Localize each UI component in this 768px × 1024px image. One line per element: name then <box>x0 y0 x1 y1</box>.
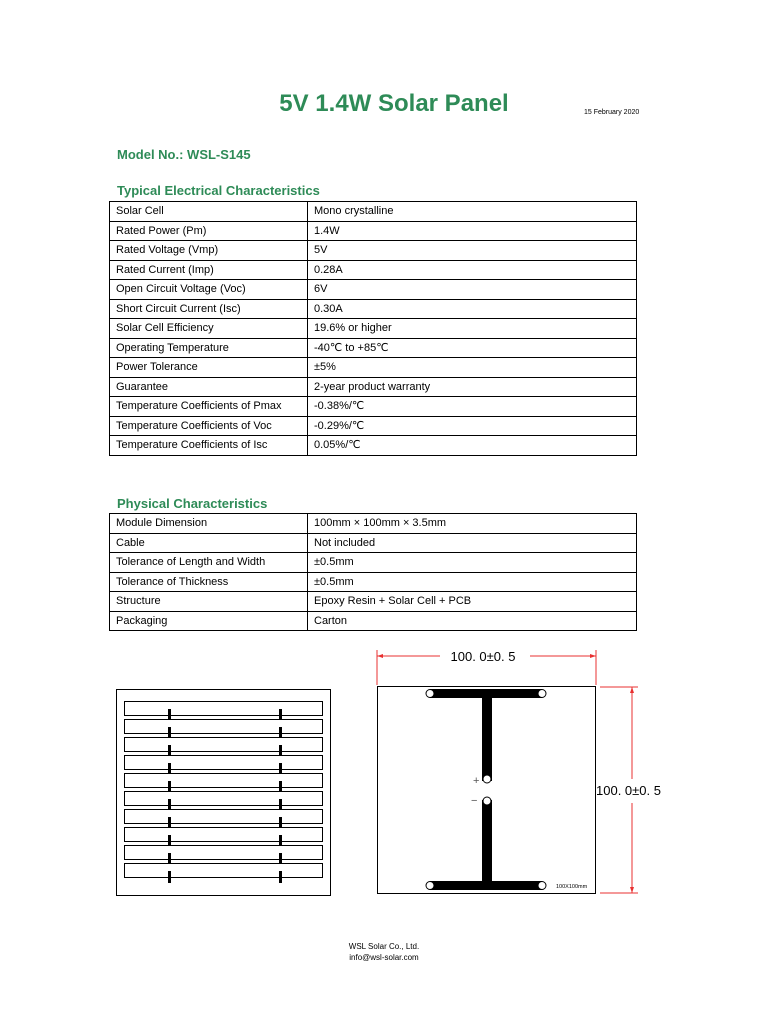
physical-key: Structure <box>110 592 308 612</box>
physical-row <box>110 611 637 631</box>
electrical-key: Open Circuit Voltage (Voc) <box>110 280 308 300</box>
electrical-key: Rated Current (Imp) <box>110 260 308 280</box>
bottom-vertical-trace <box>482 800 492 886</box>
electrical-key: Guarantee <box>110 377 308 397</box>
electrical-row <box>110 260 637 280</box>
electrical-key: Power Tolerance <box>110 358 308 378</box>
pad-positive <box>483 775 491 783</box>
electrical-row <box>110 358 637 378</box>
electrical-key: Temperature Coefficients of Isc <box>110 436 308 456</box>
pad-negative <box>483 797 491 805</box>
electrical-row <box>110 416 637 436</box>
physical-value: Epoxy Resin + Solar Cell + PCB <box>308 592 637 612</box>
cell-strip <box>125 846 323 860</box>
width-dimension-label: 100. 0±0. 5 <box>450 649 516 664</box>
electrical-value: 6V <box>308 280 637 300</box>
electrical-value: 19.6% or higher <box>308 319 637 339</box>
bottom-trace <box>430 881 542 890</box>
pad-bottom-left <box>426 882 434 890</box>
cell-strip <box>125 702 323 716</box>
footer <box>0 941 768 963</box>
physical-row <box>110 572 637 592</box>
physical-row <box>110 553 637 573</box>
physical-row <box>110 592 637 612</box>
busbar-tab <box>168 871 171 883</box>
page-title: 5V 1.4W Solar Panel <box>279 90 509 117</box>
electrical-value: 0.28A <box>308 260 637 280</box>
electrical-table <box>109 201 637 456</box>
electrical-key: Short Circuit Current (Isc) <box>110 299 308 319</box>
footer-company: WSL Solar Co., Ltd. <box>348 942 420 951</box>
physical-key: Cable <box>110 533 308 553</box>
electrical-row <box>110 338 637 358</box>
physical-table <box>109 513 637 631</box>
electrical-row <box>110 436 637 456</box>
model-number: Model No.: WSL-S145 <box>117 147 251 162</box>
dim-arrow-bottom <box>630 887 634 893</box>
cell-strip <box>125 720 323 734</box>
cell-strip <box>125 810 323 824</box>
physical-key: Tolerance of Thickness <box>110 572 308 592</box>
electrical-value: 2-year product warranty <box>308 377 637 397</box>
electrical-row <box>110 299 637 319</box>
electrical-value: Mono crystalline <box>308 202 637 222</box>
pad-top-left <box>426 690 434 698</box>
physical-value: 100mm × 100mm × 3.5mm <box>308 514 637 534</box>
electrical-row <box>110 280 637 300</box>
footer-email: info@wsl-solar.com <box>349 953 419 962</box>
height-dimension-label: 100. 0±0. 5 <box>596 783 661 798</box>
dim-arrow-right <box>590 654 596 658</box>
cell-strip <box>125 738 323 752</box>
physical-value: Not included <box>308 533 637 553</box>
dim-arrow-top <box>630 687 634 693</box>
physical-row <box>110 533 637 553</box>
electrical-value: 1.4W <box>308 221 637 241</box>
pcb-back-drawing <box>370 645 690 903</box>
electrical-value: 0.30A <box>308 299 637 319</box>
electrical-key: Rated Voltage (Vmp) <box>110 241 308 261</box>
electrical-key: Solar Cell <box>110 202 308 222</box>
cell-strip <box>125 756 323 770</box>
electrical-row <box>110 241 637 261</box>
electrical-value: ±5% <box>308 358 637 378</box>
electrical-key: Operating Temperature <box>110 338 308 358</box>
physical-value: ±0.5mm <box>308 553 637 573</box>
electrical-row <box>110 319 637 339</box>
pad-bottom-right <box>538 882 546 890</box>
electrical-row <box>110 202 637 222</box>
electrical-key: Solar Cell Efficiency <box>110 319 308 339</box>
electrical-value: -0.38%/℃ <box>308 397 637 417</box>
cell-strip <box>125 792 323 806</box>
physical-heading: Physical Characteristics <box>117 496 268 511</box>
electrical-key: Rated Power (Pm) <box>110 221 308 241</box>
physical-key: Packaging <box>110 611 308 631</box>
dim-arrow-left <box>377 654 383 658</box>
electrical-value: -40℃ to +85℃ <box>308 338 637 358</box>
electrical-value: 0.05%/℃ <box>308 436 637 456</box>
electrical-value: -0.29%/℃ <box>308 416 637 436</box>
physical-key: Tolerance of Length and Width <box>110 553 308 573</box>
electrical-row <box>110 397 637 417</box>
cell-strip <box>125 774 323 788</box>
busbar-tab <box>279 871 282 883</box>
physical-row <box>110 514 637 534</box>
cell-strip <box>125 828 323 842</box>
physical-key: Module Dimension <box>110 514 308 534</box>
electrical-heading: Typical Electrical Characteristics <box>117 183 320 198</box>
document-date: 15 February 2020 <box>584 109 640 116</box>
electrical-row <box>110 377 637 397</box>
pad-top-right <box>538 690 546 698</box>
plus-label: + <box>473 775 480 787</box>
physical-value: Carton <box>308 611 637 631</box>
cell-strip <box>125 864 323 878</box>
electrical-key: Temperature Coefficients of Voc <box>110 416 308 436</box>
electrical-row <box>110 221 637 241</box>
top-vertical-trace <box>482 689 492 781</box>
size-note: 100X100mm <box>556 884 588 890</box>
minus-label: − <box>471 795 478 807</box>
electrical-key: Temperature Coefficients of Pmax <box>110 397 308 417</box>
solar-cell-drawing <box>116 689 331 896</box>
physical-value: ±0.5mm <box>308 572 637 592</box>
electrical-value: 5V <box>308 241 637 261</box>
